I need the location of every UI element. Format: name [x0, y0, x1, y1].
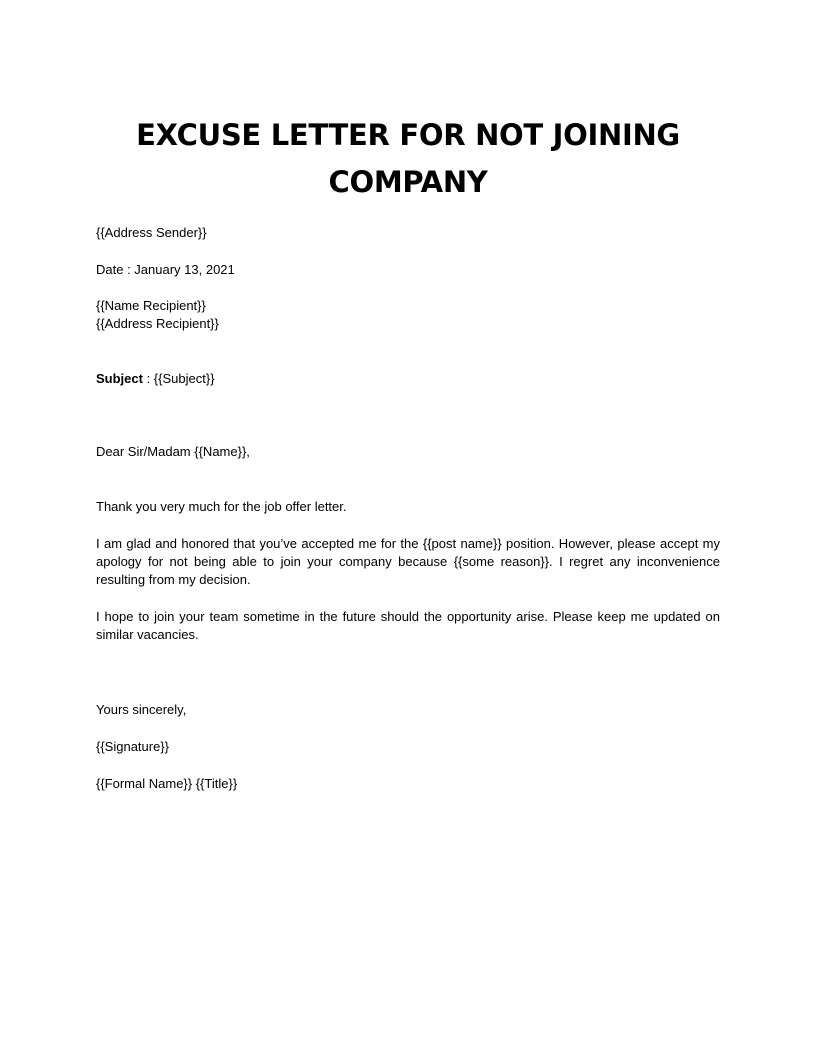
body-paragraph-2: I am glad and honored that you’ve accepted me for the {{post name}} position. However, please accept my apology for not being able to join your company because {{some reason}}. I regret any inconvenience resulting from my decision. — [96, 536, 720, 587]
subject-label: Subject — [96, 371, 143, 386]
salutation: Dear Sir/Madam {{Name}}, — [96, 444, 250, 459]
letter-date: Date : January 13, 2021 — [96, 262, 235, 277]
recipient-address: {{Address Recipient}} — [96, 316, 219, 331]
body-paragraph-1: Thank you very much for the job offer letter. — [96, 499, 347, 514]
closing: Yours sincerely, — [96, 702, 187, 717]
subject-line — [96, 370, 215, 388]
letter-title: EXCUSE LETTER FOR NOT JOINING COMPANY — [136, 118, 680, 199]
body-paragraph-3: I hope to join your team sometime in the future should the opportunity arise. Please keep me updated on similar vacancies. — [96, 609, 720, 642]
signature: {{Signature}} — [96, 739, 170, 754]
subject-value: : {{Subject}} — [142, 371, 215, 386]
sender-address: {{Address Sender}} — [96, 225, 207, 240]
formal-name-title: {{Formal Name}} {{Title}} — [96, 776, 238, 791]
recipient-name: {{Name Recipient}} — [96, 298, 206, 313]
